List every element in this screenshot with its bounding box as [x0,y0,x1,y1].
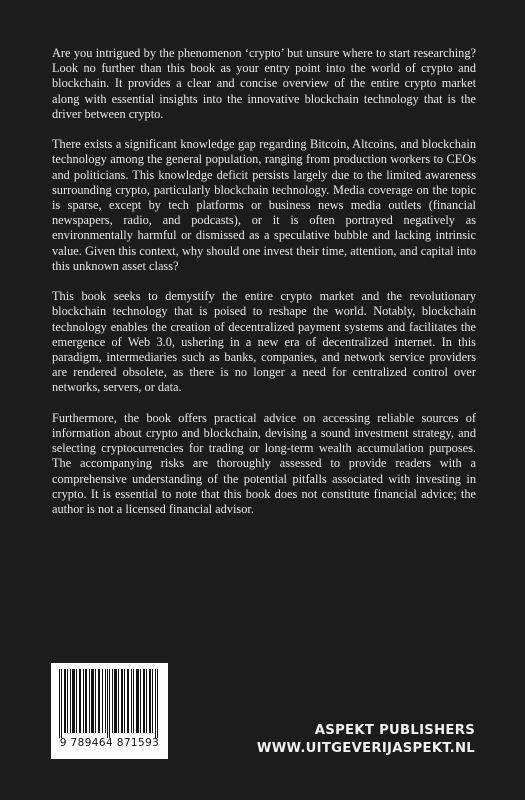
blurb-paragraph-1: Are you intrigued by the phenomenon ‘crypto’ but unsure where to start researching? Look no further than this book as your entry point into the world of crypto and blockchain. It provides a clear and concise overview of the entire crypto market along with essential insights into the innovative blockchain technology that is the driver between crypto. [52,46,476,121]
publisher-name: ASPEKT PUBLISHERS [314,723,475,738]
blurb-paragraph-4: Furthermore, the book offers practical advice on accessing reliable sources of information about crypto and blockchain, devising a sound investment strategy, and selecting cryptocurrencies for trading or long-term wealth accumulation purposes. The accompanying risks are thoroughly assessed to provide readers with a comprehensive understanding of the potential pitfalls associated with investing in crypto. It is essential to note that this book does not constitute financial advice; the author is not a licensed financial advisor. [52,410,476,517]
blurb-paragraph-3: This book seeks to demystify the entire crypto market and the revolutionary blockchain technology that is poised to reshape the world. Notably, blockchain technology enables the creation of decentralized payment systems and facilitates the emergence of Web 3.0, ushering in a new era of decentralized internet. In this paradigm, intermediaries such as banks, companies, and network service providers are rendered obsolete, as there is no longer a need for centralized control over networks, servers, or data. [52,289,476,395]
publisher-block [257,722,475,758]
blurb-paragraph-2: There exists a significant knowledge gap regarding Bitcoin, Altcoins, and blockchain technology among the general population, ranging from production workers to CEOs and politicians. This knowledge deficit persists largely due to the limited awareness surrounding crypto, particularly blockchain technology. Media coverage on the topic is sparse, except by tech platforms or business news media outlets (financial newspapers, radio, and podcasts), or it is often portrayed negatively as environmentally harmful or dismissed as a speculative bubble and lacking intrinsic value. Given this context, why should one invest their time, attention, and capital into this unknown asset class? [52,137,476,273]
isbn-barcode [51,663,168,759]
back-cover-blurb [52,46,476,532]
barcode-bars [59,669,160,738]
publisher-website: WWW.UITGEVERIJASPEKT.NL [256,741,475,756]
isbn-number: 9 789464 871593 [59,737,160,749]
